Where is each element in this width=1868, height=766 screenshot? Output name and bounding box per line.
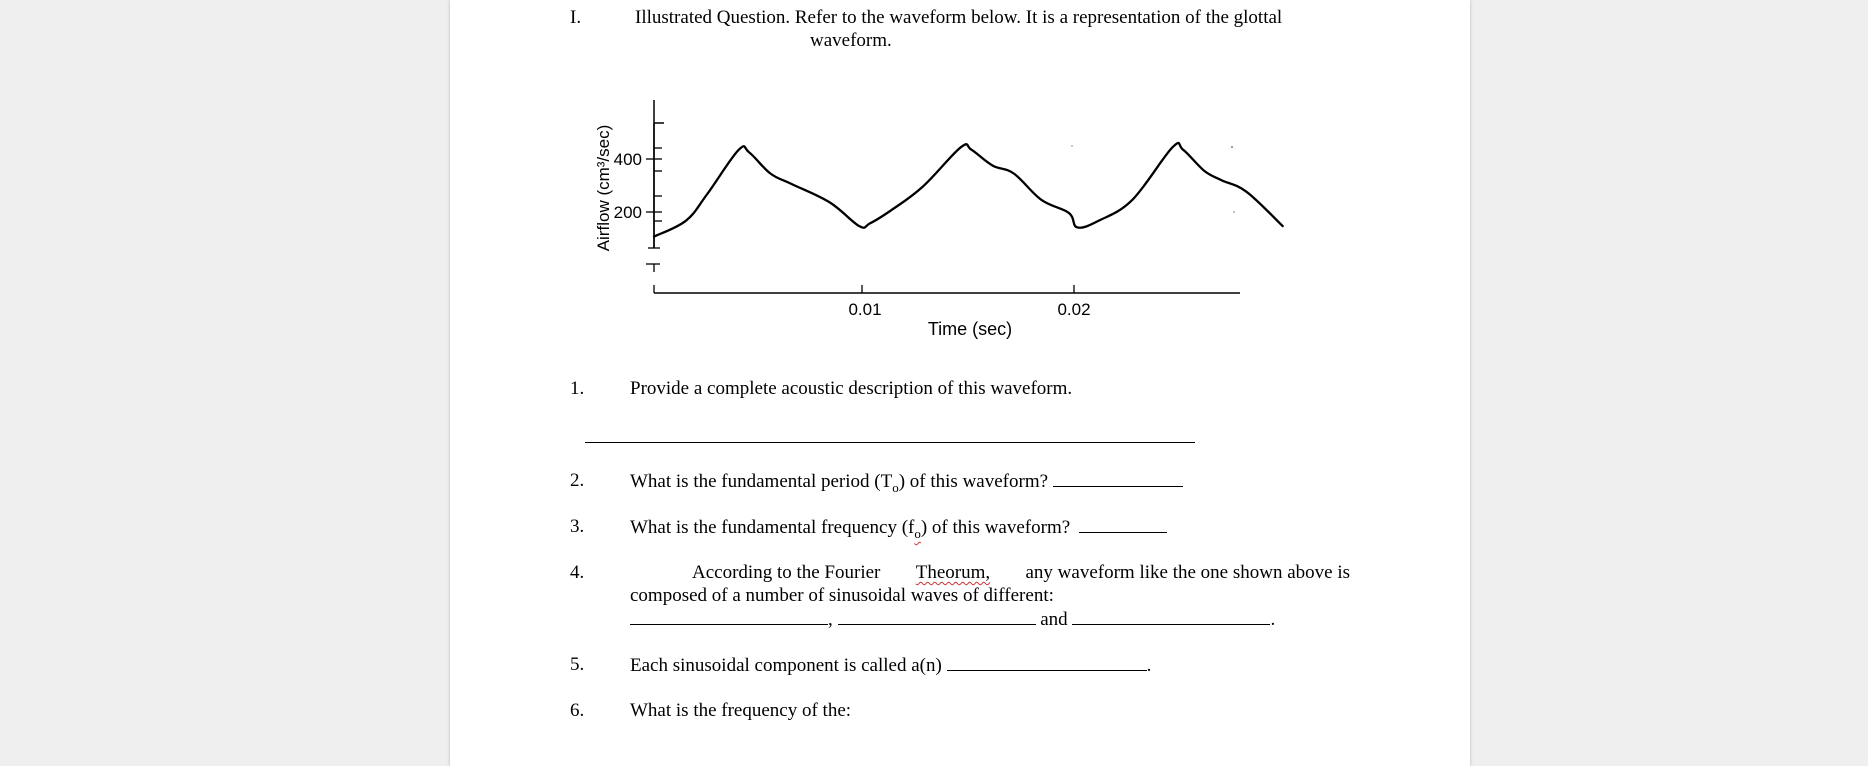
question-2-subscript: o	[892, 480, 899, 495]
question-4-misspelled-word: Theorum,	[915, 562, 991, 583]
question-6-number: 6.	[570, 700, 585, 721]
question-5-number: 5.	[570, 654, 585, 675]
answer-blank-5[interactable]	[947, 653, 1147, 671]
waveform-line	[654, 143, 1283, 237]
question-6-text: What is the frequency of the:	[630, 700, 852, 721]
scan-speck	[1071, 145, 1072, 146]
answer-line-1[interactable]	[585, 442, 1195, 443]
scan-speck	[1231, 146, 1233, 148]
question-4-blanks	[630, 607, 1275, 631]
question-2-text-before: What is the fundamental period (T	[630, 471, 893, 492]
question-3-subscript: o	[914, 526, 921, 541]
question-3-number: 3.	[570, 516, 585, 537]
document-page	[450, 0, 1470, 766]
section-number: I.	[570, 7, 582, 28]
glottal-waveform-chart	[580, 100, 1300, 350]
question-4-number: 4.	[570, 562, 585, 583]
question-5-label: Each sinusoidal component is called a(n)	[630, 655, 942, 676]
question-1-text: Provide a complete acoustic description of this waveform.	[630, 378, 1073, 399]
answer-blank-4c[interactable]	[1072, 607, 1270, 625]
x-tick-label-0.01: 0.01	[848, 300, 882, 319]
question-4-line1	[630, 561, 1350, 584]
question-3-text	[630, 515, 1167, 540]
x-tick-label-0.02: 0.02	[1057, 300, 1091, 319]
question-2-number: 2.	[570, 470, 585, 491]
y-tick-label-400: 400	[613, 150, 642, 169]
question-4-rest: any waveform like the one shown above is	[1025, 562, 1350, 583]
section-heading-line1: Illustrated Question. Refer to the waveform below. It is a representation of the glottal	[635, 7, 1283, 28]
question-3-text-before: What is the fundamental frequency (f	[630, 517, 915, 538]
x-axis-label: Time (sec)	[927, 319, 1013, 339]
question-5-text	[630, 653, 1151, 677]
question-2-text	[630, 469, 1183, 494]
y-axis	[594, 100, 664, 272]
question-4-line2: composed of a number of sinusoidal waves of different:	[630, 585, 1054, 606]
question-4-comma: ,	[828, 609, 833, 630]
answer-blank-4a[interactable]	[630, 607, 828, 625]
question-3-text-after: ) of this waveform?	[920, 517, 1071, 538]
question-4-intro: According to the Fourier	[692, 562, 881, 583]
answer-blank-3[interactable]	[1079, 515, 1167, 533]
section-heading-line2: waveform.	[810, 30, 892, 51]
x-axis	[654, 285, 1240, 339]
answer-blank-2[interactable]	[1053, 469, 1183, 487]
question-2-text-after: ) of this waveform?	[898, 471, 1049, 492]
question-4-and: and	[1040, 609, 1068, 630]
question-4-period: .	[1270, 609, 1276, 630]
answer-blank-4b[interactable]	[838, 607, 1036, 625]
y-axis-label: Airflow (cm³/sec)	[594, 124, 613, 252]
y-tick-label-200: 200	[613, 203, 642, 222]
question-1-number: 1.	[570, 378, 585, 399]
question-5-period: .	[1146, 655, 1152, 676]
scan-speck	[1233, 211, 1234, 212]
